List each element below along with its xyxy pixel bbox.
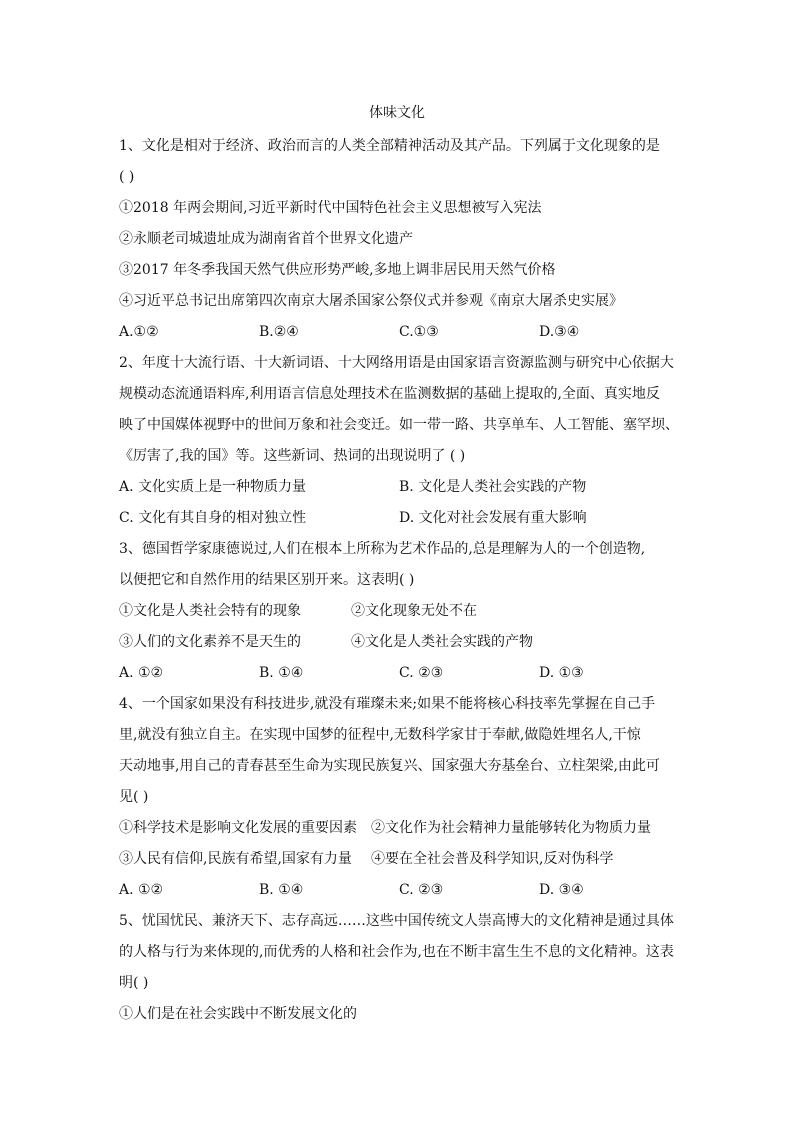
option-d: D. ①③: [539, 665, 584, 681]
question-1-options: [119, 317, 679, 348]
question-4-line-4: 见( ): [119, 789, 149, 805]
document-title: 体味文化: [369, 105, 425, 121]
option-b: B. ①④: [259, 665, 304, 681]
question-2: [119, 348, 679, 534]
question-1-statement-4: ④习近平总书记出席第四次南京大屠杀国家公祭仪式并参观《南京大屠杀史实展》: [119, 293, 623, 309]
option-a: A.①②: [119, 324, 159, 340]
option-c: C. ②③: [399, 665, 444, 681]
question-3: [119, 534, 679, 689]
question-3-line-2: 以便把它和自然作用的结果区别开来。这表明( ): [119, 572, 415, 588]
option-c: C.①③: [399, 324, 439, 340]
question-4-line-3: 天动地事,用自己的青春甚至生命为实现民族复兴、国家强大夯基垒台、立柱架梁,由此可: [119, 758, 660, 774]
question-2-options-row-2: [119, 503, 679, 534]
question-5: [119, 906, 679, 1030]
question-1-statement-3: ③2017 年冬季我国天然气供应形势严峻,多地上调非居民用天然气价格: [119, 262, 556, 278]
option-a: A. 文化实质上是一种物质力量: [119, 479, 307, 495]
question-4-statement-3: ③人民有信仰,民族有希望,国家有力量: [119, 851, 352, 867]
question-2-line-4: 《厉害了,我的国》等。这些新词、热词的出现说明了 ( ): [119, 448, 466, 464]
question-2-line-1: 2、年度十大流行语、十大新词语、十大网络用语是由国家语言资源监测与研究中心依据大: [119, 355, 674, 371]
option-a: A. ①②: [119, 882, 164, 898]
question-3-statement-3: ③人们的文化素养不是天生的: [119, 634, 301, 650]
question-3-options: [119, 658, 679, 689]
option-b: B.②④: [259, 324, 299, 340]
question-list: [119, 131, 679, 1030]
question-1-statement-2: ②永顺老司城遗址成为湖南省首个世界文化遗产: [119, 231, 413, 247]
question-4-statement-1: ①科学技术是影响文化发展的重要因素: [119, 820, 357, 836]
option-c: C. ②③: [399, 882, 444, 898]
option-d: D. 文化对社会发展有重大影响: [399, 510, 587, 526]
question-1: [119, 131, 679, 348]
question-5-statement-1: ①人们是在社会实践中不断发展文化的: [119, 1006, 357, 1022]
question-1-stem: 1、文化是相对于经济、政治而言的人类全部精神活动及其产品。下列属于文化现象的是: [119, 138, 660, 154]
question-1-blank: ( ): [119, 169, 135, 185]
question-3-statement-1: ①文化是人类社会特有的现象: [119, 603, 301, 619]
question-2-options-row-1: [119, 472, 679, 503]
question-2-line-3: 映了中国媒体视野中的世间万象和社会变迁。如一带一路、共享单车、人工智能、塞罕坝、: [119, 417, 679, 433]
option-b: B. 文化是人类社会实践的产物: [399, 479, 587, 495]
question-3-statement-2: ②文化现象无处不在: [351, 603, 477, 619]
question-3-statements-row-1: [119, 596, 679, 627]
question-4-statements-row-2: [119, 844, 679, 875]
question-4-line-2: 里,就没有独立自主。在实现中国梦的征程中,无数科学家甘于奉献,做隐姓埋名人,干惊: [119, 727, 641, 743]
option-c: C. 文化有其自身的相对独立性: [119, 510, 307, 526]
option-d: D.③④: [539, 324, 580, 340]
question-4-options: [119, 875, 679, 906]
question-4-line-1: 4、一个国家如果没有科技进步,就没有璀璨未来;如果不能将核心科技率先掌握在自己手: [119, 696, 656, 712]
question-4-statement-2: ②文化作为社会精神力量能够转化为物质力量: [371, 820, 651, 836]
option-b: B. ①④: [259, 882, 304, 898]
question-3-line-1: 3、德国哲学家康德说过,人们在根本上所称为艺术作品的,总是理解为人的一个创造物,: [119, 541, 646, 557]
question-4-statements-row-1: [119, 813, 679, 844]
question-5-line-2: 的人格与行为来体现的,而优秀的人格和社会作为,也在不断丰富生生不息的文化精神。这表: [119, 944, 674, 960]
question-4-statement-4: ④要在全社会普及科学知识,反对伪科学: [371, 851, 614, 867]
option-d: D. ③④: [539, 882, 584, 898]
question-1-statement-1: ①2018 年两会期间,习近平新时代中国特色社会主义思想被写入宪法: [119, 200, 542, 216]
option-a: A. ①②: [119, 665, 164, 681]
question-2-line-2: 规模动态流通语料库,利用语言信息处理技术在监测数据的基础上提取的,全面、真实地反: [119, 386, 660, 402]
question-5-line-1: 5、忧国忧民、兼济天下、志存高远……这些中国传统文人崇高博大的文化精神是通过具体: [119, 913, 674, 929]
question-3-statement-4: ④文化是人类社会实践的产物: [351, 634, 533, 650]
question-4: [119, 689, 679, 906]
question-5-line-3: 明( ): [119, 975, 149, 991]
question-3-statements-row-2: [119, 627, 679, 658]
